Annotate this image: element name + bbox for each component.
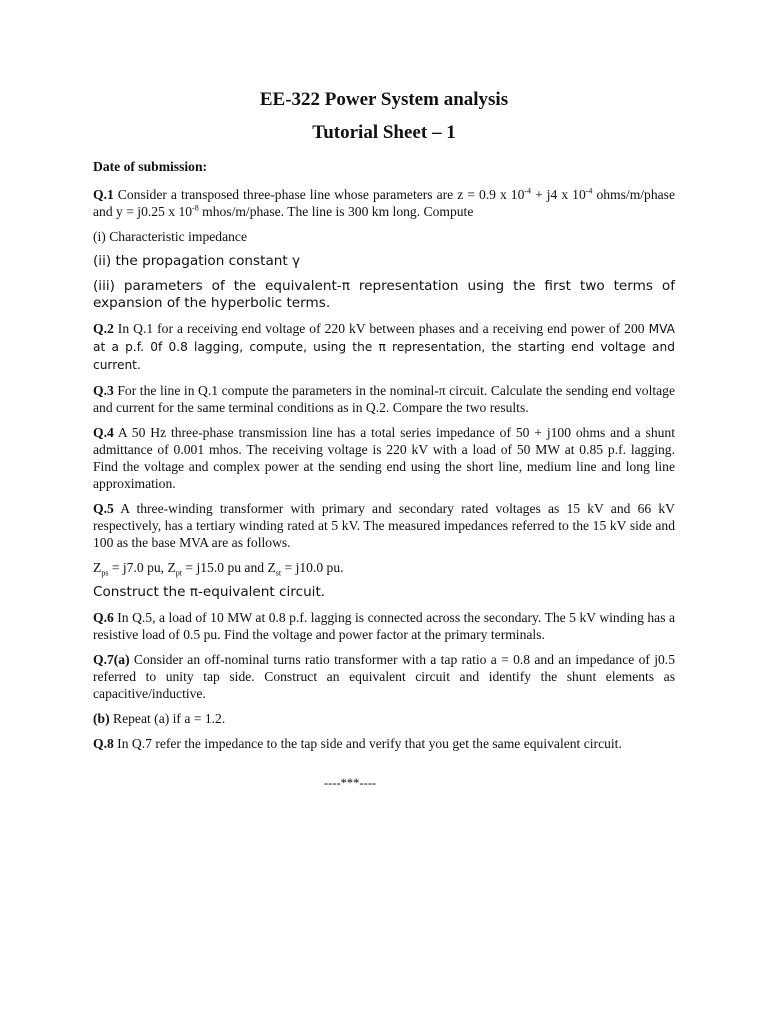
- question-number: (b): [93, 711, 110, 726]
- impedance-values: [93, 559, 675, 576]
- question-text: In Q.7 refer the impedance to the tap side and verify that you get the same equivalent circuit.: [113, 736, 622, 751]
- impedance-subscript: st: [275, 568, 282, 578]
- impedance-value: = j7.0 pu,: [108, 560, 168, 575]
- question-text: Repeat (a) if a = 1.2.: [109, 711, 226, 726]
- question-text: A 50 Hz three-phase transmission line has a total series impedance of 50 + j100 ohms and a shunt admittance of 0.001 mhos. The receiving voltage is 220 kV with a load of 50 MW at 0.85 p.f. lagging. Find the voltage and complex power at the sending end using the short line, medium line and long line approximation.: [93, 425, 675, 491]
- question-text: In Q.1 for a receiving end voltage of 220 kV between phases and a receiving end power of 200: [113, 321, 649, 336]
- question-text: Consider a transposed three-phase line whose parameters are z = 0.9 x 10: [113, 187, 525, 202]
- question-text: mhos/m/phase. The line is 300 km long. Compute: [198, 204, 474, 219]
- exponent: -4: [585, 186, 593, 196]
- question-4: [93, 424, 675, 492]
- question-5: [93, 500, 675, 551]
- question-1-part-ii: (ii) the propagation constant γ: [93, 253, 301, 269]
- impedance-symbol: Z: [93, 560, 102, 575]
- exponent: -8: [192, 203, 199, 213]
- impedance-value: = j10.0 pu.: [281, 560, 344, 575]
- question-6: [93, 609, 675, 643]
- question-text: Consider an off-nominal turns ratio transformer with a tap ratio a = 0.8 and an impedance of j0.5 referred to unity tap side. Construct an equivalent circuit and identify the shunt elements as capacitive/inductive.: [93, 652, 675, 701]
- question-1-part-iii: (iii) parameters of the equivalent-π representation using the first two terms of expansion of the hyperbolic terms.: [93, 278, 675, 311]
- course-title: EE-322 Power System analysis: [259, 89, 509, 110]
- question-number: Q.6: [93, 610, 114, 625]
- impedance-subscript: pt: [175, 568, 183, 578]
- question-number: Q.3: [93, 383, 114, 398]
- question-1-part-i: (i) Characteristic impedance: [93, 229, 247, 244]
- question-text: A three-winding transformer with primary and secondary rated voltages as 15 kV and 66 kV respectively, has a tertiary winding rated at 5 kV. The measured impedances referred to the 15 kV side and 100 as the base MVA are as follows.: [93, 501, 675, 550]
- question-number: Q.2: [93, 321, 114, 336]
- question-text: ohms/m/phase and y = j0.25 x 10: [93, 187, 675, 219]
- question-2: [93, 320, 675, 374]
- impedance-symbol: Z: [267, 560, 276, 575]
- tutorial-sheet: [93, 88, 675, 760]
- question-1: [93, 186, 675, 220]
- question-number: Q.1: [93, 187, 114, 202]
- end-of-sheet-mark: ----***----: [324, 776, 377, 790]
- question-text: + j4 x 10: [531, 187, 586, 202]
- construct-instruction: Construct the π-equivalent circuit.: [93, 584, 326, 600]
- question-number: Q.4: [93, 425, 114, 440]
- question-number: Q.7(a): [93, 652, 130, 667]
- question-7a: [93, 651, 675, 702]
- question-number: Q.5: [93, 501, 114, 516]
- sheet-title: Tutorial Sheet – 1: [312, 122, 456, 143]
- question-text: In Q.5, a load of 10 MW at 0.8 p.f. lagging is connected across the secondary. The 5 kV winding has a resistive load of 0.5 pu. Find the voltage and power factor at the primary terminals.: [93, 610, 675, 642]
- question-text-continued: MVA at a p.f. 0f 0.8 lagging, compute, using the π representation, the starting end voltage and current.: [93, 322, 675, 372]
- question-7b: [93, 710, 675, 727]
- question-3: [93, 382, 675, 416]
- impedance-subscript: ps: [101, 568, 109, 578]
- question-8: [93, 735, 675, 752]
- question-number: Q.8: [93, 736, 114, 751]
- question-text: For the line in Q.1 compute the parameters in the nominal-π circuit. Calculate the sending end voltage and current for the same terminal conditions as in Q.2. Compare the two results.: [93, 383, 675, 415]
- impedance-symbol: Z: [167, 560, 176, 575]
- date-of-submission-label: Date of submission:: [93, 159, 208, 174]
- impedance-value: = j15.0 pu and: [182, 560, 268, 575]
- exponent: -4: [524, 186, 532, 196]
